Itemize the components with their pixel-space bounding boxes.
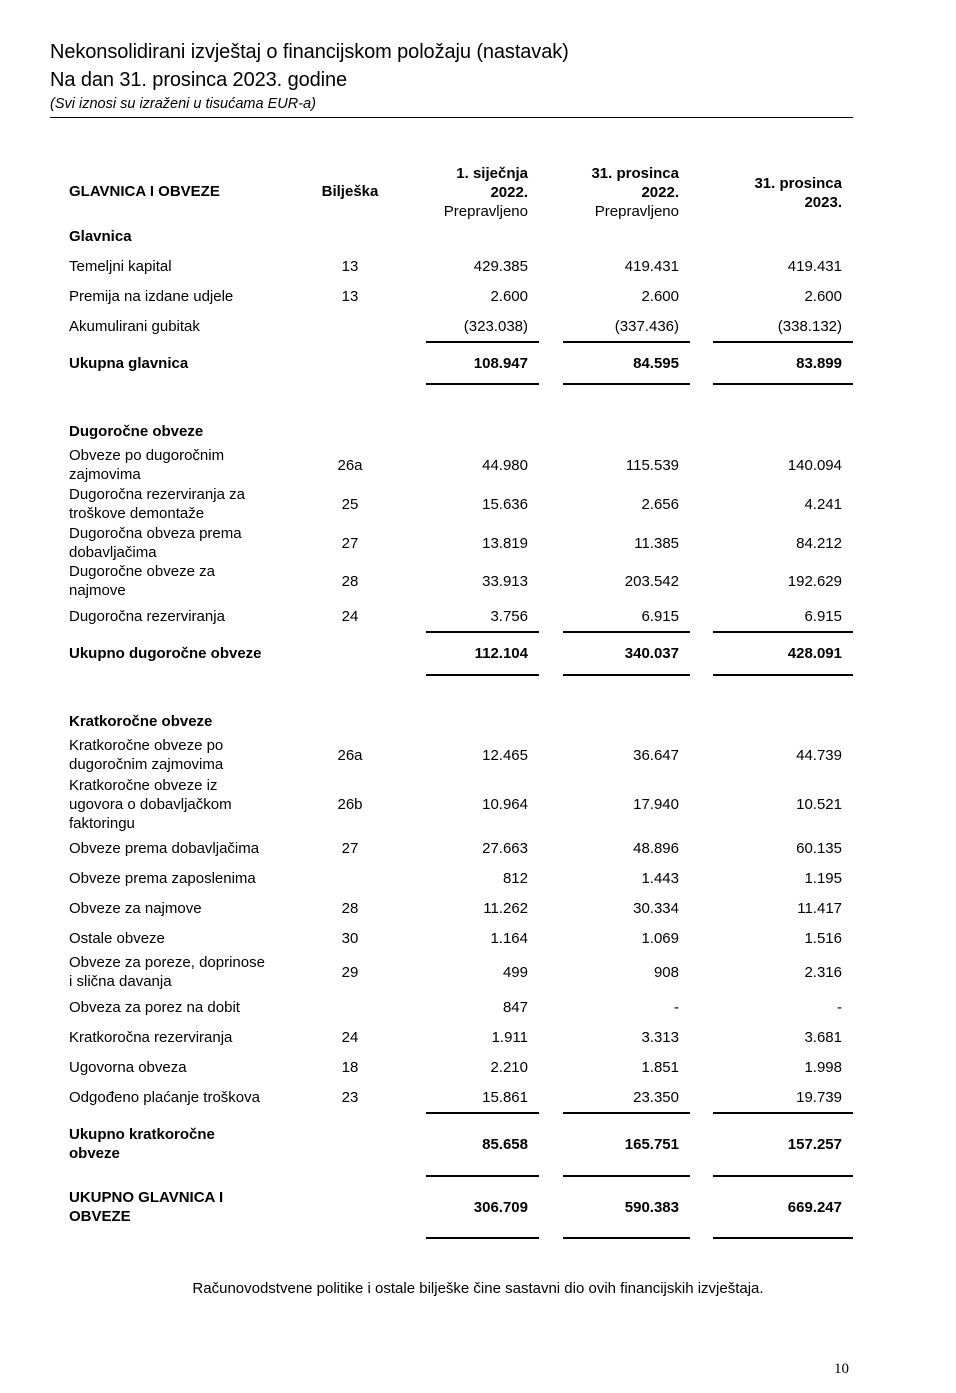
row-value: 908 [653,964,679,981]
row-value: 1.164 [490,930,528,947]
row-value: (337.436) [614,318,679,335]
row-value: 499 [502,964,528,981]
report-title: Nekonsolidirani izvještaj o financijskom položaju (nastavak) [50,41,569,63]
row-label: Dugoročna rezerviranja [69,608,225,625]
row-label: Dugoročna obveza prema [69,525,242,542]
row-label: Obveza za porez na dobit [69,999,240,1016]
column-header-c1: 2022. [490,184,528,201]
row-label: Kratkoročne obveze po [69,737,224,754]
column-header-c2: Prepravljeno [594,203,679,220]
row-label: Dugoročne obveze za [69,563,215,580]
grand-total-value: 306.709 [473,1199,528,1216]
row-value: 10.964 [482,796,528,813]
row-note: 24 [341,1029,359,1046]
page-header [50,38,853,114]
row-label: Obveze prema dobavljačima [69,840,260,857]
row-value: 6.915 [641,608,679,625]
subtotal-rule [563,631,690,633]
row-value: - [837,999,842,1016]
column-header-c2: 31. prosinca [591,165,679,182]
row-value: 2.600 [804,288,842,305]
row-note: 25 [341,496,359,513]
row-value: 15.861 [482,1089,528,1106]
row-note: 30 [341,930,359,947]
row-value: 84.212 [796,535,842,552]
row-value: 48.896 [633,840,679,857]
section-heading: Dugoročne obveze [69,423,204,440]
row-value: 429.385 [473,258,528,275]
row-label: Obveze prema zaposlenima [69,870,256,887]
row-note: 28 [341,573,359,590]
row-value: 1.998 [804,1059,842,1076]
column-header-note: Bilješka [321,183,379,200]
grand-total-label: UKUPNO GLAVNICA I [69,1189,224,1206]
row-value: 1.069 [641,930,679,947]
total-rule [563,674,690,676]
row-value: 1.911 [491,1029,528,1046]
row-value: 419.431 [787,258,842,275]
row-label: Akumulirani gubitak [69,318,200,335]
row-value: 33.913 [482,573,528,590]
total-value: 112.104 [474,645,528,662]
section-heading: Glavnica [69,228,132,245]
total-value: 85.658 [482,1136,528,1153]
section-heading: Kratkoročne obveze [69,713,213,730]
row-note: 29 [341,964,359,981]
row-value: 17.940 [633,796,679,813]
row-value: 11.417 [797,900,842,917]
currency-note: (Svi iznosi su izraženi u tisućama EUR-a) [50,96,316,112]
row-label: ugovora o dobavljačkom [69,796,232,813]
row-value: 203.542 [624,573,679,590]
total-value: 83.899 [796,355,842,372]
row-note: 18 [341,1059,359,1076]
row-value: 1.851 [641,1059,679,1076]
subtotal-rule [426,631,539,633]
row-value: 11.385 [634,535,679,552]
row-value: - [674,999,679,1016]
total-rule [713,383,853,385]
row-label: Kratkoročna rezerviranja [69,1029,233,1046]
row-value: 1.195 [804,870,842,887]
row-note: 27 [341,840,359,857]
total-label: Ukupno kratkoročne [69,1126,215,1143]
row-label: dugoročnim zajmovima [69,756,224,773]
row-label: najmove [69,582,126,599]
report-date: Na dan 31. prosinca 2023. godine [50,69,348,91]
row-value: 140.094 [787,457,842,474]
grand-total-rule [563,1237,690,1239]
row-value: 10.521 [796,796,842,813]
row-label: troškove demontaže [69,505,205,522]
row-value: 3.681 [804,1029,842,1046]
row-value: 44.739 [796,747,842,764]
row-value: 192.629 [787,573,842,590]
row-note: 23 [341,1089,359,1106]
total-value: 108.947 [473,355,528,372]
grand-total-label: OBVEZE [69,1208,131,1225]
total-rule [713,1175,853,1177]
row-value: 44.980 [482,457,528,474]
row-label: Ostale obveze [69,930,165,947]
grand-total-value: 669.247 [787,1199,842,1216]
column-header-c1: 1. siječnja [456,165,528,182]
row-label: dobavljačima [69,544,157,561]
total-value: 340.037 [624,645,679,662]
row-value: 23.350 [633,1089,679,1106]
row-note: 26a [337,747,363,764]
row-note: 28 [341,900,359,917]
subtotal-rule [713,341,853,343]
row-note: 27 [341,535,359,552]
row-value: 15.636 [482,496,528,513]
column-header-c3: 2023. [804,194,842,211]
row-value: 3.313 [641,1029,679,1046]
row-value: 847 [502,999,528,1016]
subtotal-rule [426,1112,539,1114]
row-value: 1.443 [641,870,679,887]
column-header-c2: 2022. [641,184,679,201]
footer-note: Računovodstvene politike i ostale bilješke čine sastavni dio ovih financijskih izvještaja. [192,1280,764,1297]
row-value: 2.600 [641,288,679,305]
total-value: 428.091 [787,645,842,662]
total-label: obveze [69,1145,120,1162]
total-value: 84.595 [633,355,679,372]
row-value: (338.132) [777,318,842,335]
row-note: 13 [341,288,359,305]
row-label: Obveze za najmove [69,900,202,917]
total-label: Ukupno dugoročne obveze [69,645,262,662]
row-value: 3.756 [490,608,528,625]
header-divider [50,117,853,118]
row-label: Obveze za poreze, doprinose [69,954,265,971]
subtotal-rule [563,341,690,343]
row-note: 26a [337,457,363,474]
column-header-label: GLAVNICA I OBVEZE [69,183,220,200]
row-value: 36.647 [633,747,679,764]
row-value: 2.316 [804,964,842,981]
row-note: 13 [341,258,359,275]
column-header-c3: 31. prosinca [754,175,842,192]
row-value: 4.241 [804,496,842,513]
row-value: 6.915 [804,608,842,625]
total-value: 157.257 [787,1136,842,1153]
row-label: faktoringu [69,815,135,832]
total-rule [426,674,539,676]
row-value: 11.262 [483,900,528,917]
total-rule [563,383,690,385]
row-label: i slična davanja [69,973,172,990]
row-value: 1.516 [804,930,842,947]
row-value: 30.334 [633,900,679,917]
row-note: 24 [341,608,359,625]
row-label: Premija na izdane udjele [69,288,234,305]
subtotal-rule [426,341,539,343]
subtotal-rule [713,1112,853,1114]
row-value: 2.210 [490,1059,528,1076]
row-label: zajmovima [69,466,141,483]
grand-total-rule [713,1237,853,1239]
row-value: 60.135 [796,840,842,857]
row-value: 13.819 [482,535,528,552]
row-label: Ugovorna obveza [69,1059,187,1076]
total-rule [563,1175,690,1177]
row-label: Dugoročna rezerviranja za [69,486,245,503]
row-value: 115.539 [625,457,679,474]
total-rule [426,383,539,385]
row-value: 2.656 [641,496,679,513]
row-value: 27.663 [482,840,528,857]
total-value: 165.751 [624,1136,679,1153]
row-value: 812 [502,870,528,887]
row-value: (323.038) [463,318,528,335]
row-label: Temeljni kapital [69,258,172,275]
row-label: Obveze po dugoročnim [69,447,225,464]
subtotal-rule [713,631,853,633]
grand-total-value: 590.383 [624,1199,679,1216]
column-header-c1: Prepravljeno [443,203,528,220]
row-value: 419.431 [624,258,679,275]
row-label: Odgođeno plaćanje troškova [69,1089,260,1106]
page-number: 10 [834,1361,849,1377]
total-label: Ukupna glavnica [69,355,189,372]
row-value: 19.739 [796,1089,842,1106]
row-note: 26b [337,796,363,813]
grand-total-rule [426,1237,539,1239]
row-value: 2.600 [490,288,528,305]
total-rule [426,1175,539,1177]
row-label: Kratkoročne obveze iz [69,777,218,794]
total-rule [713,674,853,676]
subtotal-rule [563,1112,690,1114]
row-value: 12.465 [482,747,528,764]
